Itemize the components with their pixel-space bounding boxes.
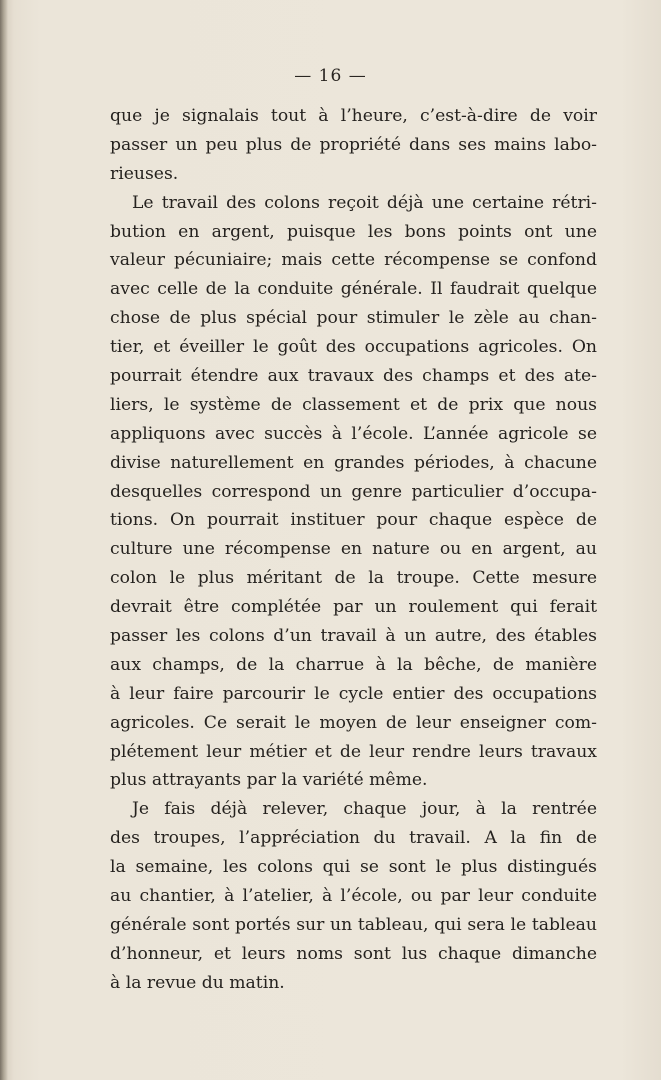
text-line: pourrait étendre aux travaux des champs et des ate- — [110, 366, 597, 387]
text-line: plus attrayants par la variété même. — [110, 770, 428, 791]
text-line: rieuses. — [110, 163, 179, 184]
text-line: agricoles. Ce serait le moyen de leur enseigner com- — [110, 712, 597, 733]
text-line: la semaine, les colons qui se sont le plus distingués — [110, 857, 597, 878]
text-line: desquelles correspond un genre particulier d’occupa- — [110, 481, 597, 502]
text-line: liers, le système de classement et de prix que nous — [110, 394, 597, 415]
text-line: passer un peu plus de propriété dans ses mains labo- — [110, 134, 597, 155]
text-line: passer les colons d’un travail à un autre, des étables — [110, 626, 597, 647]
body-text — [110, 102, 597, 998]
text-line: divise naturellement en grandes périodes, à chacune — [110, 452, 597, 473]
text-line: des troupes, l’appréciation du travail. A la fin de — [110, 828, 597, 849]
text-line: que je signalais tout à l’heure, c’est-à-dire de voir — [110, 106, 597, 126]
text-line: appliquons avec succès à l’école. L’année agricole se — [110, 423, 597, 444]
text-line: avec celle de la conduite générale. Il faudrait quelque — [110, 279, 597, 300]
text-line: colon le plus méritant de la troupe. Cette mesure — [110, 568, 597, 589]
text-line: culture une récompense en nature ou en argent, au — [110, 539, 597, 560]
text-line: Le travail des colons reçoit déjà une certaine rétri- — [132, 192, 597, 213]
page-number: — 16 — — [294, 66, 367, 86]
text-line: tier, et éveiller le goût des occupations agricoles. On — [110, 337, 597, 358]
text-line: bution en argent, puisque les bons points ont une — [110, 221, 597, 242]
text-line: devrait être complétée par un roulement qui ferait — [110, 597, 597, 618]
text-line: aux champs, de la charrue à la bêche, de manière — [110, 654, 597, 675]
text-line: au chantier, à l’atelier, à l’école, ou par leur conduite — [110, 886, 597, 907]
text-line: valeur pécuniaire; mais cette récompense se confond — [110, 250, 597, 271]
text-line: tions. On pourrait instituer pour chaque espèce de — [110, 510, 597, 531]
page-spine-shadow — [0, 0, 8, 1080]
text-line: d’honneur, et leurs noms sont lus chaque dimanche — [110, 943, 597, 964]
text-line: à la revue du matin. — [110, 972, 285, 993]
text-line: à leur faire parcourir le cycle entier des occupations — [110, 683, 597, 704]
text-line: générale sont portés sur un tableau, qui sera le tableau — [110, 914, 597, 935]
text-line: chose de plus spécial pour stimuler le zèle au chan- — [110, 308, 597, 329]
text-line: Je fais déjà relever, chaque jour, à la rentrée — [132, 799, 597, 820]
text-line: plétement leur métier et de leur rendre leurs travaux — [110, 741, 597, 762]
